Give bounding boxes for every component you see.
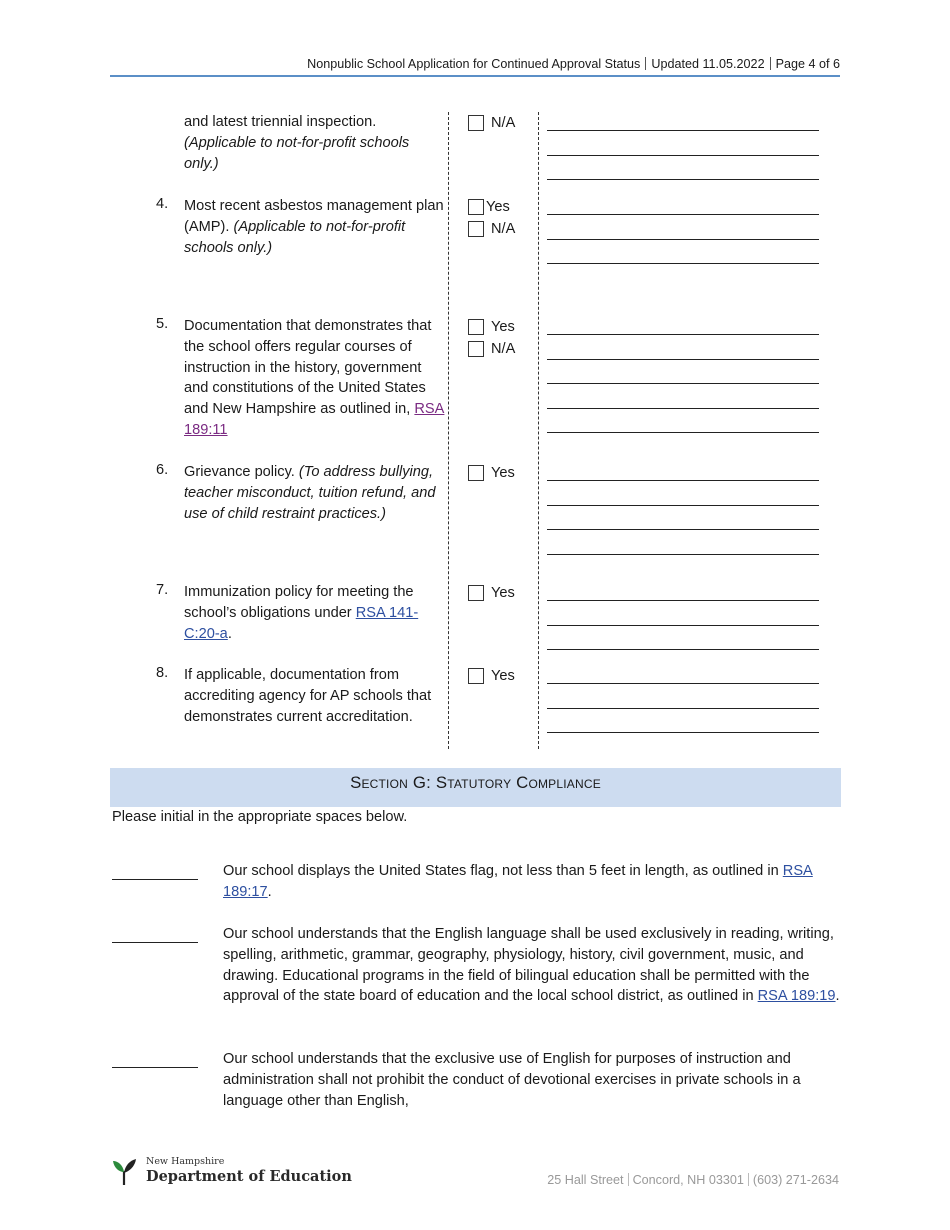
notes-lines[interactable] [547, 316, 819, 433]
na-option[interactable]: N/A [468, 112, 515, 134]
notes-lines[interactable] [547, 665, 819, 733]
rsa-189-17-link[interactable]: RSA 189:17 [223, 863, 813, 900]
footer-separator [628, 1173, 629, 1186]
item-number: 5. [156, 316, 169, 332]
initials-field[interactable] [112, 863, 198, 880]
item-description: Most recent asbestos management plan (AMP). (Applicable to not-for-profit schools only.) [184, 198, 444, 256]
address-street: 25 Hall Street [547, 1173, 624, 1187]
statement-text: Our school understands that the exclusive use of English for purposes of instruction and administration shall not prohibit the conduct of devotional exercises in private schools in a language other than English, [223, 1051, 801, 1109]
item-number: 4. [156, 196, 169, 212]
yes-option[interactable]: Yes [468, 196, 515, 218]
notes-lines[interactable] [547, 196, 819, 264]
item-number: 8. [156, 665, 169, 681]
rsa-189-19-link[interactable]: RSA 189:19 [757, 988, 836, 1005]
nh-doe-logo [112, 1156, 352, 1186]
yes-option[interactable]: Yes [468, 665, 515, 687]
logo-state: New Hampshire [146, 1156, 225, 1167]
yes-checkbox[interactable] [468, 668, 484, 684]
yes-option[interactable]: Yes [468, 582, 515, 604]
notes-lines[interactable] [547, 112, 819, 180]
address-city: Concord, NH 03301 [632, 1173, 744, 1187]
footer-separator [748, 1173, 749, 1186]
page-header [110, 55, 840, 77]
section-g-heading: Section G: Statutory Compliance [110, 768, 841, 807]
column-divider [448, 112, 449, 749]
page-number: Page 4 of 6 [775, 57, 840, 71]
notes-lines[interactable] [547, 462, 819, 555]
yes-checkbox[interactable] [468, 319, 484, 335]
section-g-instructions: Please initial in the appropriate spaces below. [112, 809, 408, 825]
address-phone: (603) 271-2634 [752, 1173, 839, 1187]
item-number: 7. [156, 582, 169, 598]
header-separator [645, 57, 646, 70]
statement-text: Our school understands that the English language shall be used exclusively in reading, writing, spelling, arithmetic, grammar, geography, physiology, history, civil government, music, and drawing. Educational programs in the field of bilingual education shall be permitted with the approval of the state board of education and the local school district, as outlined in RSA 189:19. [223, 926, 840, 1005]
na-option[interactable]: N/A [468, 338, 515, 360]
yes-checkbox[interactable] [468, 585, 484, 601]
item-description: and latest triennial inspection. (Applicable to not-for-profit schools only.) [184, 114, 410, 172]
na-checkbox[interactable] [468, 221, 484, 237]
footer-address [547, 1173, 839, 1187]
notes-lines[interactable] [547, 582, 819, 650]
yes-option[interactable]: Yes [468, 316, 515, 338]
rsa-189-11-link[interactable]: RSA 189:11 [184, 401, 445, 438]
column-divider [538, 112, 539, 749]
rsa-141-c-20-a-link[interactable]: RSA 141-C:20-a [184, 604, 419, 642]
item-number: 6. [156, 462, 169, 478]
na-checkbox[interactable] [468, 115, 484, 131]
initials-field[interactable] [112, 1051, 198, 1068]
yes-option[interactable]: Yes [468, 462, 515, 484]
seedling-icon [112, 1156, 138, 1186]
logo-department: Department of Education [146, 1168, 352, 1185]
yes-checkbox[interactable] [468, 465, 484, 481]
na-option[interactable]: N/A [468, 218, 515, 240]
item-description: If applicable, documentation from accrediting agency for AP schools that demonstrates current accreditation. [184, 667, 432, 725]
header-separator [770, 57, 771, 70]
item-description: Grievance policy. (To address bullying, teacher misconduct, tuition refund, and use of child restraint practices.) [184, 464, 436, 522]
item-description: Immunization policy for meeting the school’s obligations under RSA 141-C:20-a. [184, 584, 419, 642]
initials-field[interactable] [112, 926, 198, 943]
statement-text: Our school displays the United States flag, not less than 5 feet in length, as outlined in RSA 189:17. [223, 863, 813, 900]
na-checkbox[interactable] [468, 341, 484, 357]
yes-checkbox[interactable] [468, 199, 484, 215]
document-title: Nonpublic School Application for Continued Approval Status [307, 57, 641, 71]
item-description: Documentation that demonstrates that the school offers regular courses of instruction in the history, government and constitutions of the United States and New Hampshire as outlined in, RSA 189:11 [184, 318, 445, 438]
updated-date: Updated 11.05.2022 [651, 57, 765, 71]
